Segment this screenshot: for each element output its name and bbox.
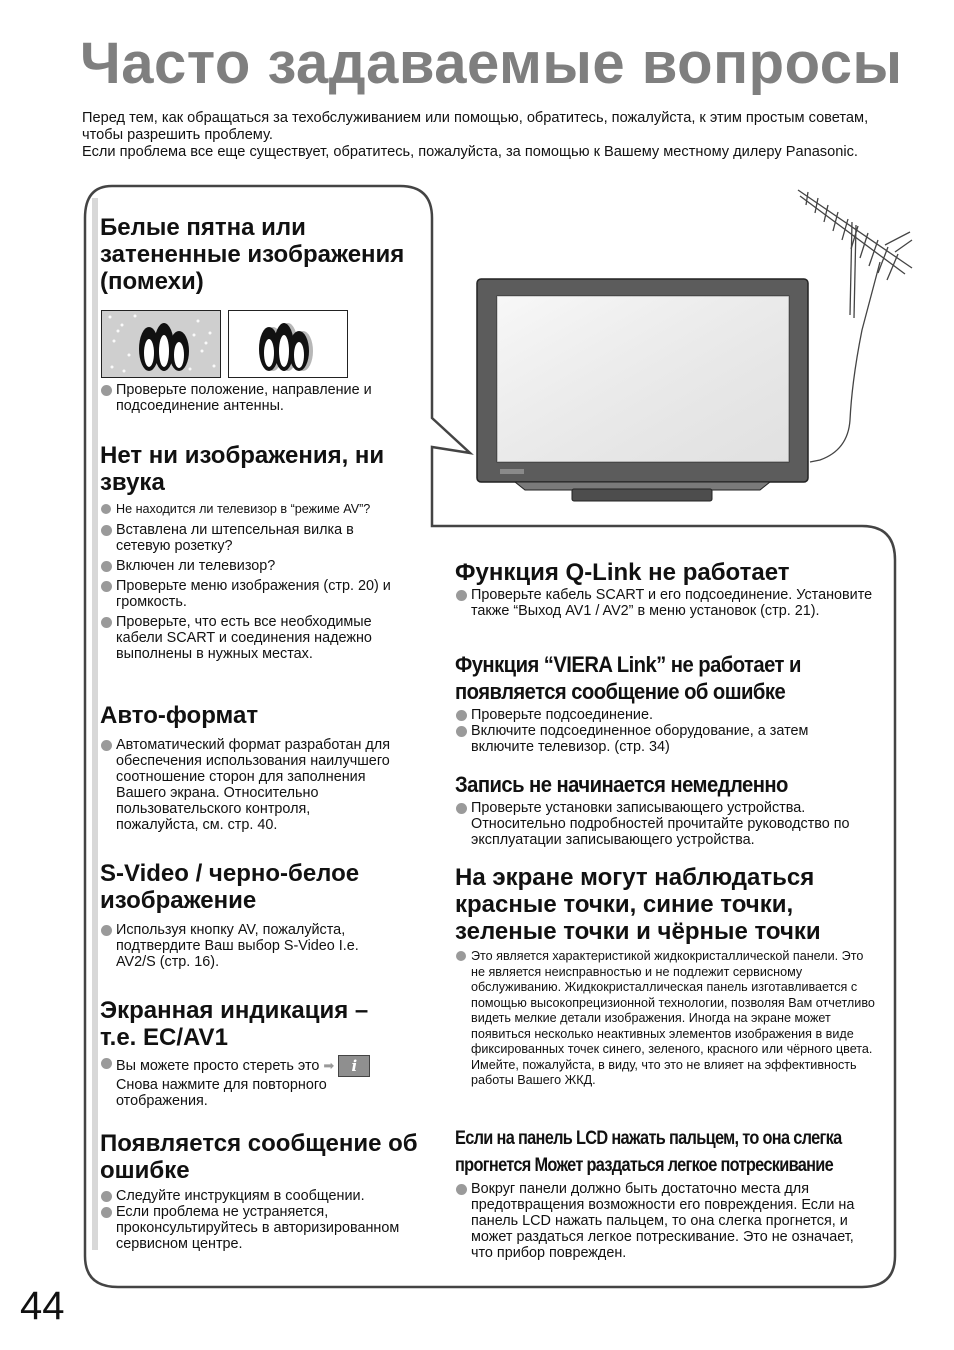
bullet-list [100, 922, 392, 970]
bullet-list [455, 1181, 870, 1261]
section-recording [455, 771, 885, 848]
section-heading-line: прогнется Может раздаться легкое потрескивание [455, 1155, 834, 1176]
list-item: Включите подсоединенное оборудование, а затем включите телевизор. (стр. 34) [455, 723, 875, 755]
bullet-list [455, 587, 880, 619]
list-item: Проверьте подсоединение. [455, 707, 875, 723]
bullet-list [100, 502, 420, 518]
list-item: Это является характеристикой жидкокристаллической панели. Это не является неисправностью и не подлежит сервисному обслуживанию. Жидкокристаллическая панель изготавливается с помощью высокопрецизионной технологии, позволяя Вам отчетливо видеть мелкие детали изображения. Иногда на экране может появиться несколько неактивных элементов изображения в виде фиксированных точек синего, зеленого, красного или чёрного цвета. [455, 949, 880, 1058]
ghost-image-example [228, 310, 348, 378]
page-number: 44 [20, 1284, 65, 1328]
section-heading: S-Video / черно-белое изображение [100, 860, 360, 914]
page-title: Часто задаваемые вопросы [80, 31, 903, 96]
list-item: Вокруг панели должно быть достаточно места для предотвращения возможности его повреждения. Если на панель LCD нажать пальцем, то она слегка прогнется, и может раздаться легкое потрескивание. Это не означает, что прибор поврежден. [455, 1181, 870, 1261]
bullet-list [100, 1188, 420, 1252]
bullet-list [100, 737, 396, 833]
list-item: Автоматический формат разработан для обеспечения использования наилучшего соотношение сторон для заполнения Вашего экрана. Относительно пользовательского контроля, пожалуйста, см. стр. 40. [100, 737, 396, 833]
section-heading: Нет ни изображения, ни звука [100, 442, 385, 496]
section-auto-format [100, 702, 400, 833]
osd-text-2: Снова нажмите для повторного отображения. [116, 1077, 327, 1109]
antenna-illustration [798, 190, 912, 462]
section-interference-body [100, 382, 410, 414]
section-heading: Экранная индикация – т.е. EC/AV1 [100, 997, 369, 1051]
section-heading: Функция Q-Link не работает [455, 559, 790, 586]
penguins-ghost-icon [229, 311, 347, 377]
tv-indicator [500, 469, 524, 474]
intro-paragraph: Если проблема все еще существует, обратитесь, пожалуйста, за помощью к Вашему местному дилеру Panasonic. [82, 144, 858, 160]
section-heading-line: Если на панель LCD нажать пальцем, то она слегка [455, 1128, 842, 1149]
info-key-icon: i [338, 1055, 370, 1077]
bullet-list [455, 800, 877, 848]
list-item: Используя кнопку AV, пожалуйста, подтвердите Ваш выбор S-Video I.e. AV2/S (стр. 16). [100, 922, 392, 970]
list-item: Проверьте установки записывающего устройства. Относительно подробностей прочитайте руководство по эксплуатации записывающего устройства. [455, 800, 877, 848]
section-heading: На экране могут наблюдаться красные точки, синие точки, зеленые точки и чёрные точки [455, 864, 821, 945]
section-interference [100, 214, 420, 295]
tv-illustration [477, 279, 808, 501]
section-viera-link [455, 651, 885, 755]
bullet-list [100, 1055, 410, 1109]
section-dots [455, 864, 885, 1089]
section-q-link [455, 559, 885, 619]
section-heading: Белые пятна или затененные изображения (помехи) [100, 214, 405, 295]
section-heading-line: Функция “VIERA Link” не работает и [455, 652, 801, 677]
list-item [100, 1055, 410, 1109]
penguins-noisy-icon [102, 311, 220, 377]
list-item: Если проблема не устраняется, проконсультируйтесь в авторизированном сервисном центре. [100, 1204, 420, 1252]
bullet-list [455, 949, 880, 1058]
list-item: Проверьте, что есть все необходимые кабели SCART и соединения надежно выполнены в нужных местах. [100, 614, 405, 662]
bullet-list [100, 522, 405, 662]
section-heading-line: появляется сообщение об ошибке [455, 679, 786, 704]
bullet-list [100, 382, 410, 414]
noisy-image-example [101, 310, 221, 378]
arrow-right-icon: ➡ [323, 1057, 335, 1073]
section-osd [100, 997, 410, 1109]
section-error-message [100, 1130, 430, 1252]
section-no-picture [100, 442, 420, 662]
section-heading: Появляется сообщение об ошибке [100, 1130, 418, 1184]
list-item: Проверьте меню изображения (стр. 20) и громкость. [100, 578, 405, 610]
tv-screen-gradient [497, 296, 789, 462]
intro-paragraph: Перед тем, как обращаться за техобслуживанием или помощью, обратитесь, пожалуйста, к этим простым советам, чтобы разрешить проблему. [82, 110, 869, 143]
osd-text: Вы можете просто стереть это [116, 1057, 320, 1074]
extra-note: Имейте, пожалуйста, в виду, что это не влияет на эффективность работы Вашего ЖКД. [471, 1057, 857, 1087]
section-heading: Авто-формат [100, 702, 259, 729]
section-lcd-press [455, 1125, 885, 1261]
section-s-video [100, 860, 410, 970]
list-item: Включен ли телевизор? [100, 558, 405, 574]
list-item: Вставлена ли штепсельная вилка в сетевую розетку? [100, 522, 405, 554]
tv-stand-base [572, 489, 712, 501]
section-heading: Запись не начинается немедленно [455, 772, 788, 797]
list-item: Следуйте инструкциям в сообщении. [100, 1188, 420, 1204]
list-item: Не находится ли телевизор в “режиме AV”? [100, 502, 420, 518]
bullet-list [455, 707, 875, 755]
list-item: Проверьте положение, направление и подсоединение антенны. [100, 382, 410, 414]
list-item: Проверьте кабель SCART и его подсоединение. Установите также “Выход AV1 / AV2” в меню установок (стр. 21). [455, 587, 880, 619]
